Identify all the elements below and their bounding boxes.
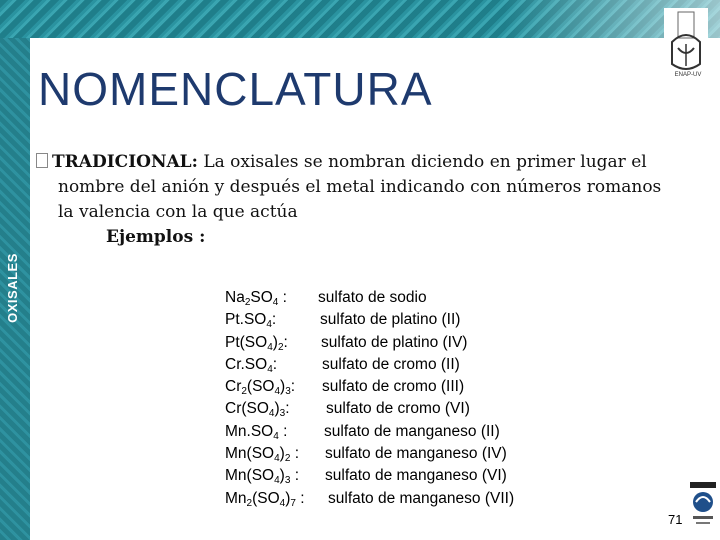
example-name: sulfato de sodio <box>318 289 427 306</box>
corner-logo <box>688 480 718 530</box>
example-name: sulfato de manganeso (VI) <box>325 467 507 485</box>
example-name: sulfato de cromo (VI) <box>326 400 470 418</box>
page-number: 71 <box>668 512 683 527</box>
example-formula: $Cr.SO_4$: <box>225 355 278 375</box>
example-name: sulfato de manganeso (II) <box>324 422 500 440</box>
example-row <box>225 465 507 487</box>
example-formula: $Cr(SO_4)_3$: <box>225 400 290 420</box>
example-row <box>225 376 465 398</box>
example-name: sulfato de platino (II) <box>320 311 461 329</box>
example-formula: $Mn(SO_4)_2$ : <box>225 445 300 465</box>
example-row <box>225 287 427 309</box>
logo-caption: ENAP-UV <box>674 72 702 78</box>
example-name: sulfato de manganeso (IV) <box>325 445 507 463</box>
corner-logo-icon <box>688 480 718 530</box>
example-formula: $Mn_2(SO_4)_7$ : <box>225 489 305 509</box>
example-name: sulfato de manganeso (VII) <box>328 489 515 507</box>
page-title: NOMENCLATURA <box>38 63 433 115</box>
top-banner-fade <box>0 0 720 38</box>
text-line-3: la valencia con la que actúa <box>58 202 298 222</box>
example-name: sulfato de cromo (III) <box>322 378 465 396</box>
example-row <box>225 309 461 331</box>
example-formula: $Mn(SO_4)_3$ : <box>225 467 300 487</box>
example-row <box>225 443 507 465</box>
example-formula: $Na_2SO_4$ : <box>225 289 287 308</box>
example-formula: $Mn.SO_4$ : <box>225 422 288 442</box>
text-line-1: La oxisales se nombran diciendo en primer lugar el <box>197 152 647 172</box>
sidebar-label: OXISALES <box>5 253 20 323</box>
example-formula: $Cr_2(SO_4)_3$: <box>225 378 296 398</box>
examples-list <box>225 287 515 510</box>
example-formula: $Pt(SO_4)_2$: <box>225 333 288 353</box>
example-row <box>225 488 515 510</box>
lead-term: TRADICIONAL: <box>52 152 198 172</box>
sidebar <box>0 38 30 540</box>
university-logo-icon <box>664 8 708 76</box>
bullet-icon <box>36 153 48 168</box>
example-name: sulfato de platino (IV) <box>321 333 468 351</box>
example-row <box>225 332 468 354</box>
university-logo <box>664 8 708 80</box>
example-row <box>225 398 470 420</box>
examples-label: Ejemplos : <box>106 227 206 247</box>
description-paragraph <box>36 150 676 225</box>
example-formula: $Pt.SO_4$: <box>225 311 277 331</box>
example-row <box>225 354 460 376</box>
example-name: sulfato de cromo (II) <box>322 355 460 373</box>
example-row <box>225 421 500 443</box>
text-line-2: nombre del anión y después el metal indicando con números romanos <box>58 177 662 197</box>
